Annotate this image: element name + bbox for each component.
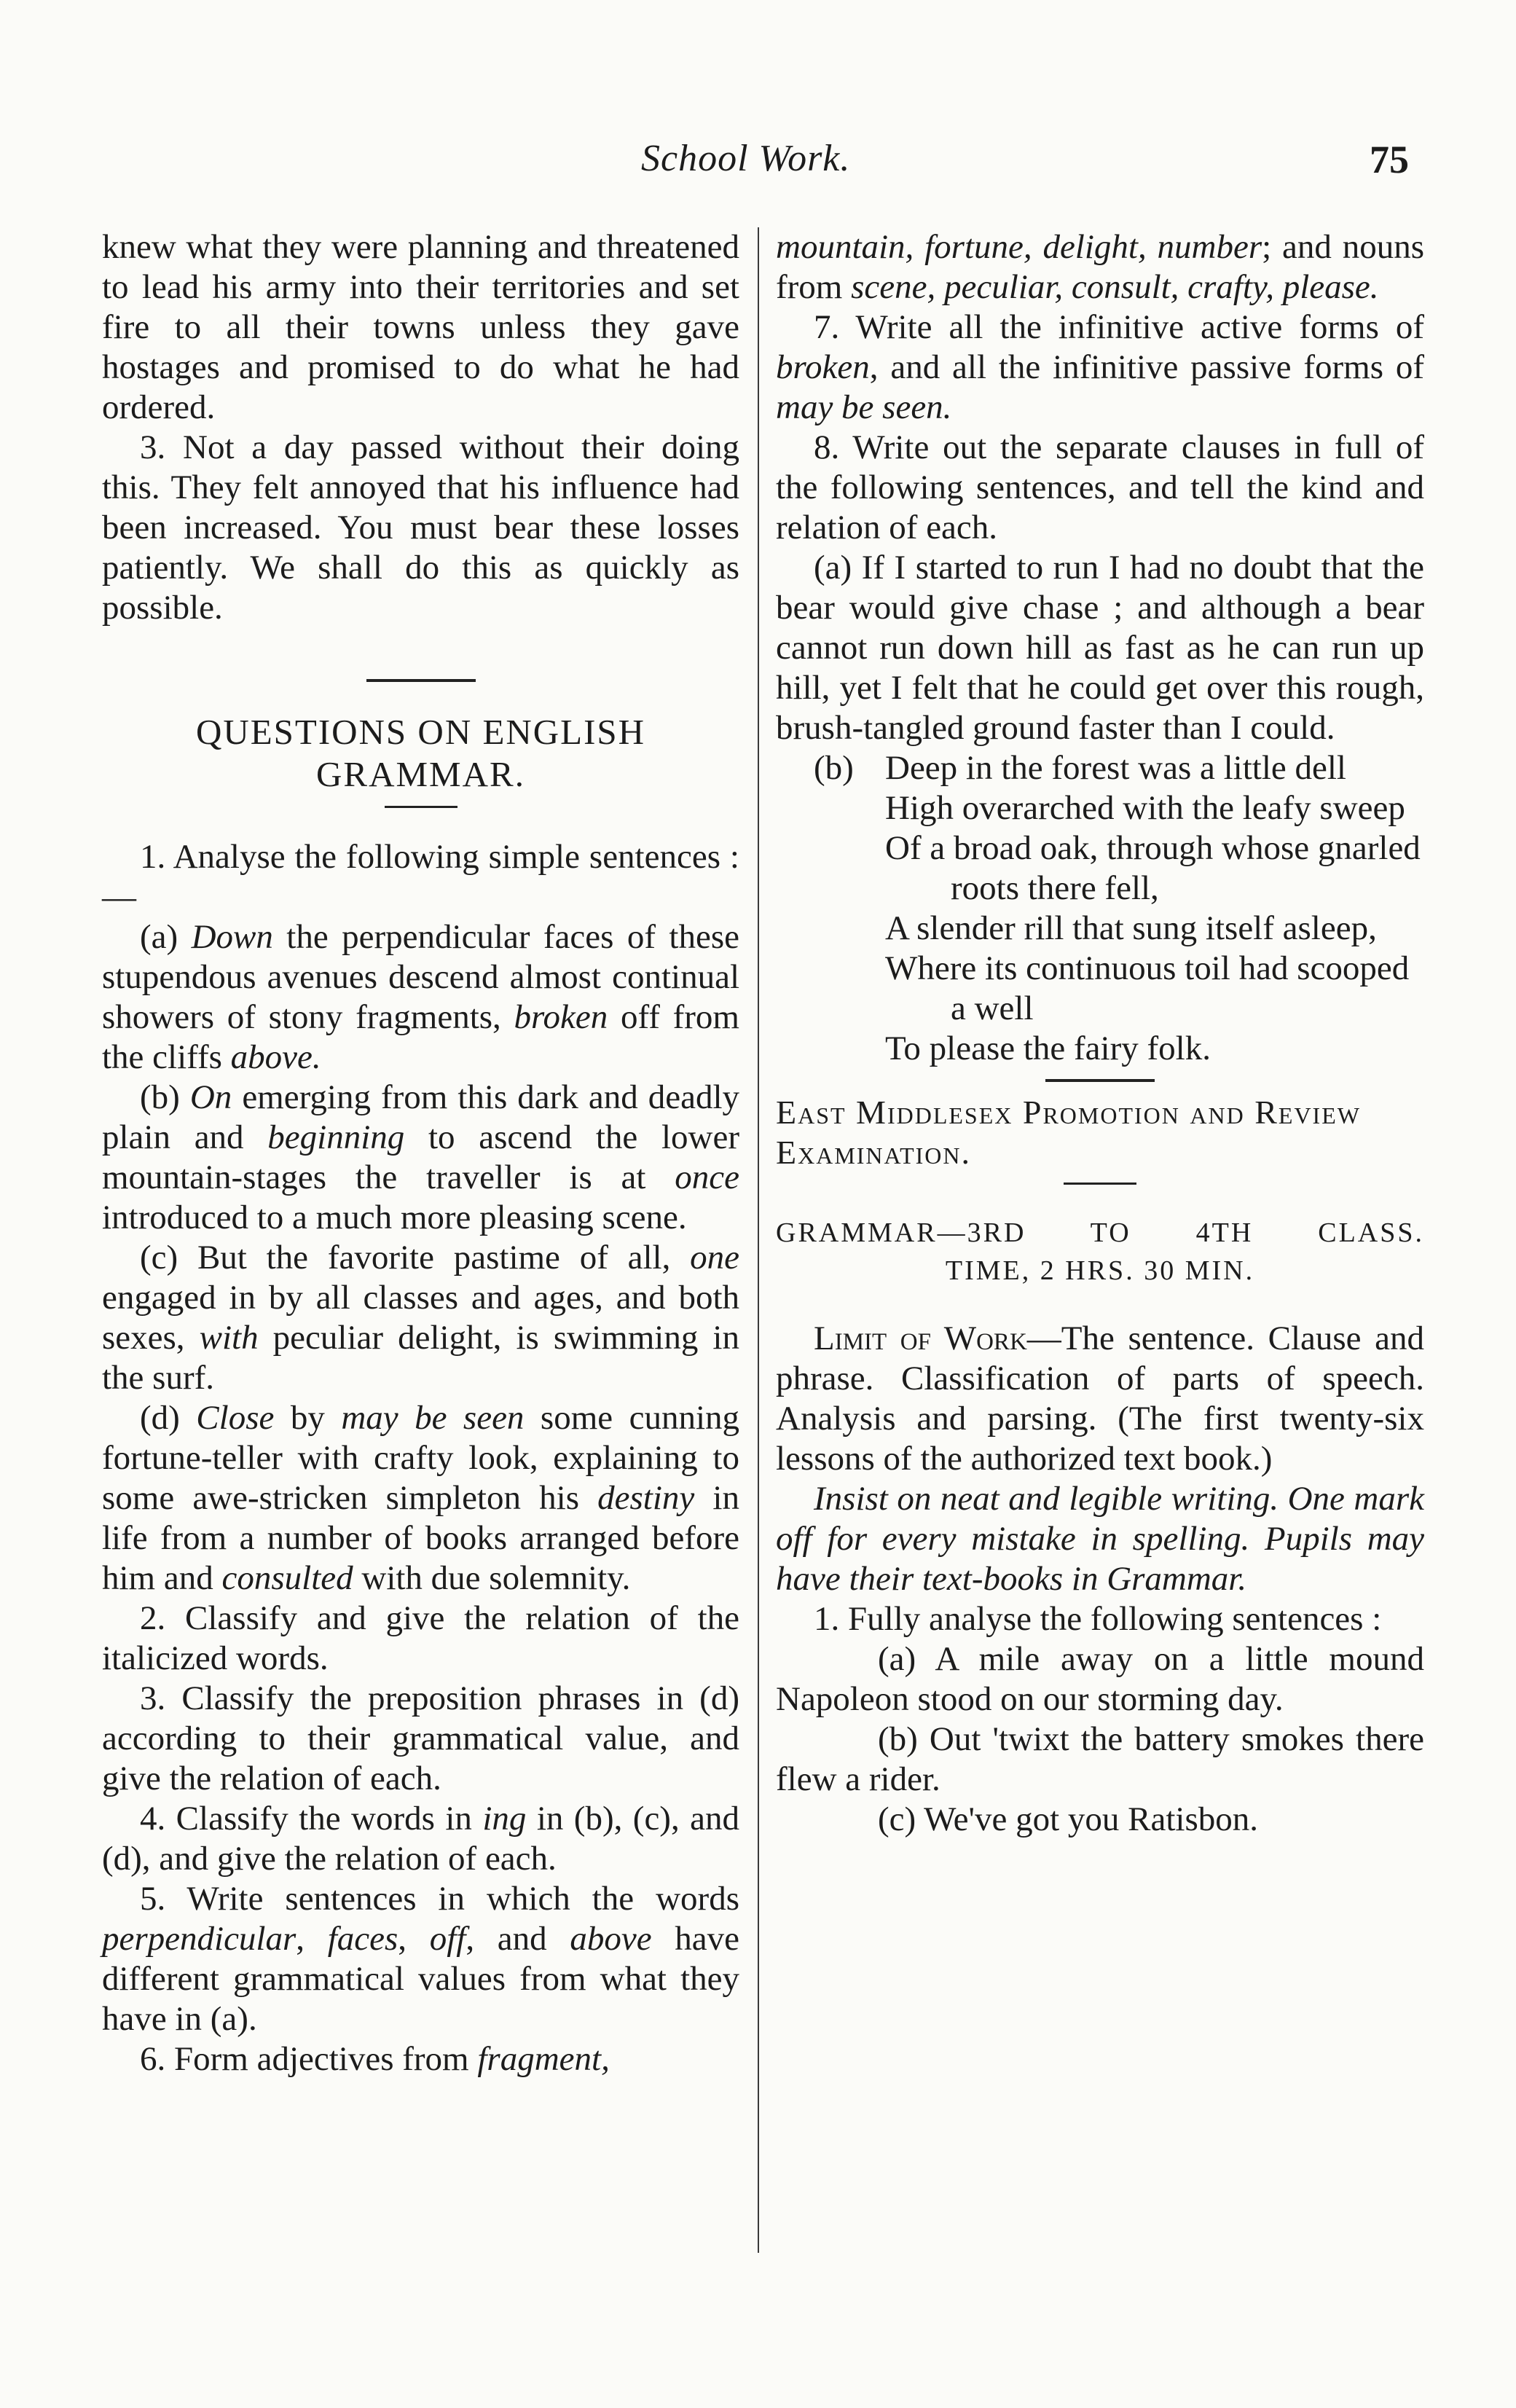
text-run: 7. Write all the infinitive active forms of	[814, 308, 1424, 346]
text-run: ,	[296, 1920, 328, 1958]
question-2: 2. Classify and give the relation of the italicized words.	[102, 1599, 739, 1677]
text-run: —The sentence. Clause and phrase. Classification of parts of speech. Analysis and parsing. (The first twenty-six lessons of the authorized text book.)	[776, 1319, 1424, 1478]
poem-line: High overarched with the leafy sweep	[885, 789, 1405, 827]
italic-word: Down	[191, 918, 273, 956]
column-rule	[758, 227, 759, 2253]
italic-word: off	[429, 1920, 466, 1958]
text-run: , and all the infinitive passive forms of	[869, 348, 1424, 386]
italic-word: ing	[482, 1800, 527, 1838]
exercise-1a: (a) A mile away on a little mound Napoleon stood on our storming day.	[776, 1640, 1424, 1718]
italic-word: scene, peculiar, consult, crafty, please.	[851, 268, 1379, 306]
right-column	[776, 227, 1424, 1840]
exercise-1b: (b) Out 'twixt the battery smokes there flew a rider.	[776, 1720, 1424, 1798]
limit-label: Limit of Work	[814, 1319, 1027, 1357]
text-run: engaged in by all classes and ages, and both sexes,	[102, 1279, 739, 1357]
italic-word: above	[570, 1920, 652, 1958]
exercise-1-intro: 1. Fully analyse the following sentences :	[814, 1600, 1382, 1638]
running-head	[0, 137, 1516, 195]
text-run: to ascend the lower mountain-stages the traveller is at	[102, 1118, 739, 1196]
question-1a	[102, 917, 739, 1078]
question-8a	[776, 548, 1424, 748]
question-6-start	[102, 2039, 739, 2079]
running-title: School Work.	[641, 138, 851, 179]
text-run: off from the cliffs	[102, 998, 739, 1076]
exercise-1c: (c) We've got you Ratisbon.	[878, 1800, 1259, 1838]
continued-paragraph: knew what they were planning and threatened to lead his army into their territories and set fire to all their towns unless they gave hostages and promised to do what he had ordered.	[102, 228, 739, 426]
text-run: introduced to a much more pleasing scene.	[102, 1199, 687, 1236]
text-run: , and	[466, 1920, 570, 1958]
item-label: (a)	[814, 549, 852, 587]
italic-word: faces	[327, 1920, 398, 1958]
italic-word: once	[675, 1158, 739, 1196]
exam-heading: East Middlesex Promotion and Review Examination.	[776, 1094, 1361, 1171]
paragraph-3: 3. Not a day passed without their doing this. They felt annoyed that his influence had been increased. You must bear these losses patiently. We shall do this as quickly as possible.	[102, 428, 739, 627]
italic-word: one	[690, 1239, 739, 1276]
italic-word: Close	[196, 1399, 275, 1437]
class-line: GRAMMAR—3RD TO 4TH CLASS.	[776, 1217, 1424, 1248]
section-heading-line2: GRAMMAR.	[316, 754, 525, 794]
italic-word: consulted	[221, 1559, 353, 1597]
question-1c	[102, 1238, 739, 1398]
italic-word: broken	[514, 998, 608, 1036]
poem-line: Of a broad oak, through whose gnarled roots there fell,	[885, 829, 1421, 907]
text-run: 4. Classify the words in	[140, 1800, 483, 1838]
text-run: in life from a number of books arranged before him and	[102, 1479, 739, 1597]
italic-word: may be seen.	[776, 388, 952, 426]
italic-word: broken	[776, 348, 870, 386]
item-label: (a)	[140, 918, 178, 956]
question-7	[776, 307, 1424, 428]
poem	[776, 748, 1424, 1069]
left-column	[102, 227, 739, 2079]
section-heading	[102, 711, 739, 796]
question-1b	[102, 1078, 739, 1238]
italic-word: with	[199, 1319, 259, 1357]
italic-word: may be seen	[341, 1399, 525, 1437]
text-run: If I started to run I had no doubt that the bear would give chase ; and although a bear cannot run down hill as fast as he can run up hill, yet I felt that he could get over this rough, brush-tangled ground faster than I could.	[776, 549, 1424, 747]
item-label: (c)	[140, 1239, 178, 1276]
question-4	[102, 1799, 739, 1879]
italic-word: fragment,	[477, 2040, 610, 2078]
page-number: 75	[1370, 138, 1409, 181]
italic-word: destiny	[597, 1479, 695, 1517]
text-run: ,	[398, 1920, 430, 1958]
question-6-continued	[776, 227, 1424, 307]
italic-word: mountain, fortune, delight, number	[776, 228, 1262, 266]
item-label: (d)	[140, 1399, 180, 1437]
poem-line: A slender rill that sung itself asleep,	[885, 909, 1377, 947]
limit-of-work	[776, 1319, 1424, 1479]
text-run: ; and nouns from	[776, 228, 1424, 306]
text-run: emerging from this dark and deadly plain and	[102, 1078, 740, 1156]
question-1-intro: 1. Analyse the following simple sentences :—	[102, 838, 739, 916]
question-5	[102, 1879, 739, 2039]
text-run: with due solemnity.	[353, 1559, 631, 1597]
text-run: have different grammatical values from what they have in (a).	[102, 1920, 739, 2038]
text-run: But the favorite pastime of all,	[178, 1239, 691, 1276]
question-3: 3. Classify the preposition phrases in (d) according to their grammatical value, and give the relation of each.	[102, 1679, 739, 1797]
text-run: the perpendicular faces of these stupendous avenues descend almost continual showers of stony fragments,	[102, 918, 740, 1036]
exam-instructions: Insist on neat and legible writing. One mark off for every mistake in spelling. Pupils may have their text-books in Grammar.	[776, 1480, 1424, 1598]
text-run: in (b), (c), and (d), and give the relation of each.	[102, 1800, 739, 1878]
item-label: (b)	[140, 1078, 180, 1116]
poem-line: Where its continuous toil had scooped a well	[885, 949, 1410, 1027]
italic-word: perpendicular	[102, 1920, 296, 1958]
section-heading-line1: QUESTIONS ON ENGLISH	[195, 712, 646, 752]
poem-line: Deep in the forest was a little dell	[885, 749, 1346, 787]
question-8b-label: (b)	[814, 749, 854, 787]
poem-line: To please the fairy folk.	[885, 1030, 1211, 1067]
italic-word: On	[189, 1078, 232, 1116]
text-run: by	[274, 1399, 342, 1437]
exam-subheading	[776, 1214, 1424, 1290]
text-run: some cunning fortune-teller with crafty look, explaining to some awe-stricken simpleton his	[102, 1399, 740, 1517]
text-run: 6. Form adjectives from	[140, 2040, 478, 2078]
text-run: 5. Write sentences in which the words	[140, 1880, 739, 1918]
text-run: peculiar delight, is swimming in the surf.	[102, 1319, 739, 1397]
italic-word: above.	[230, 1038, 321, 1076]
question-8: 8. Write out the separate clauses in full of the following sentences, and tell the kind and relation of each.	[776, 428, 1424, 546]
question-1d	[102, 1398, 739, 1599]
italic-word: beginning	[267, 1118, 405, 1156]
time-line: TIME, 2 HRS. 30 MIN.	[945, 1255, 1255, 1286]
